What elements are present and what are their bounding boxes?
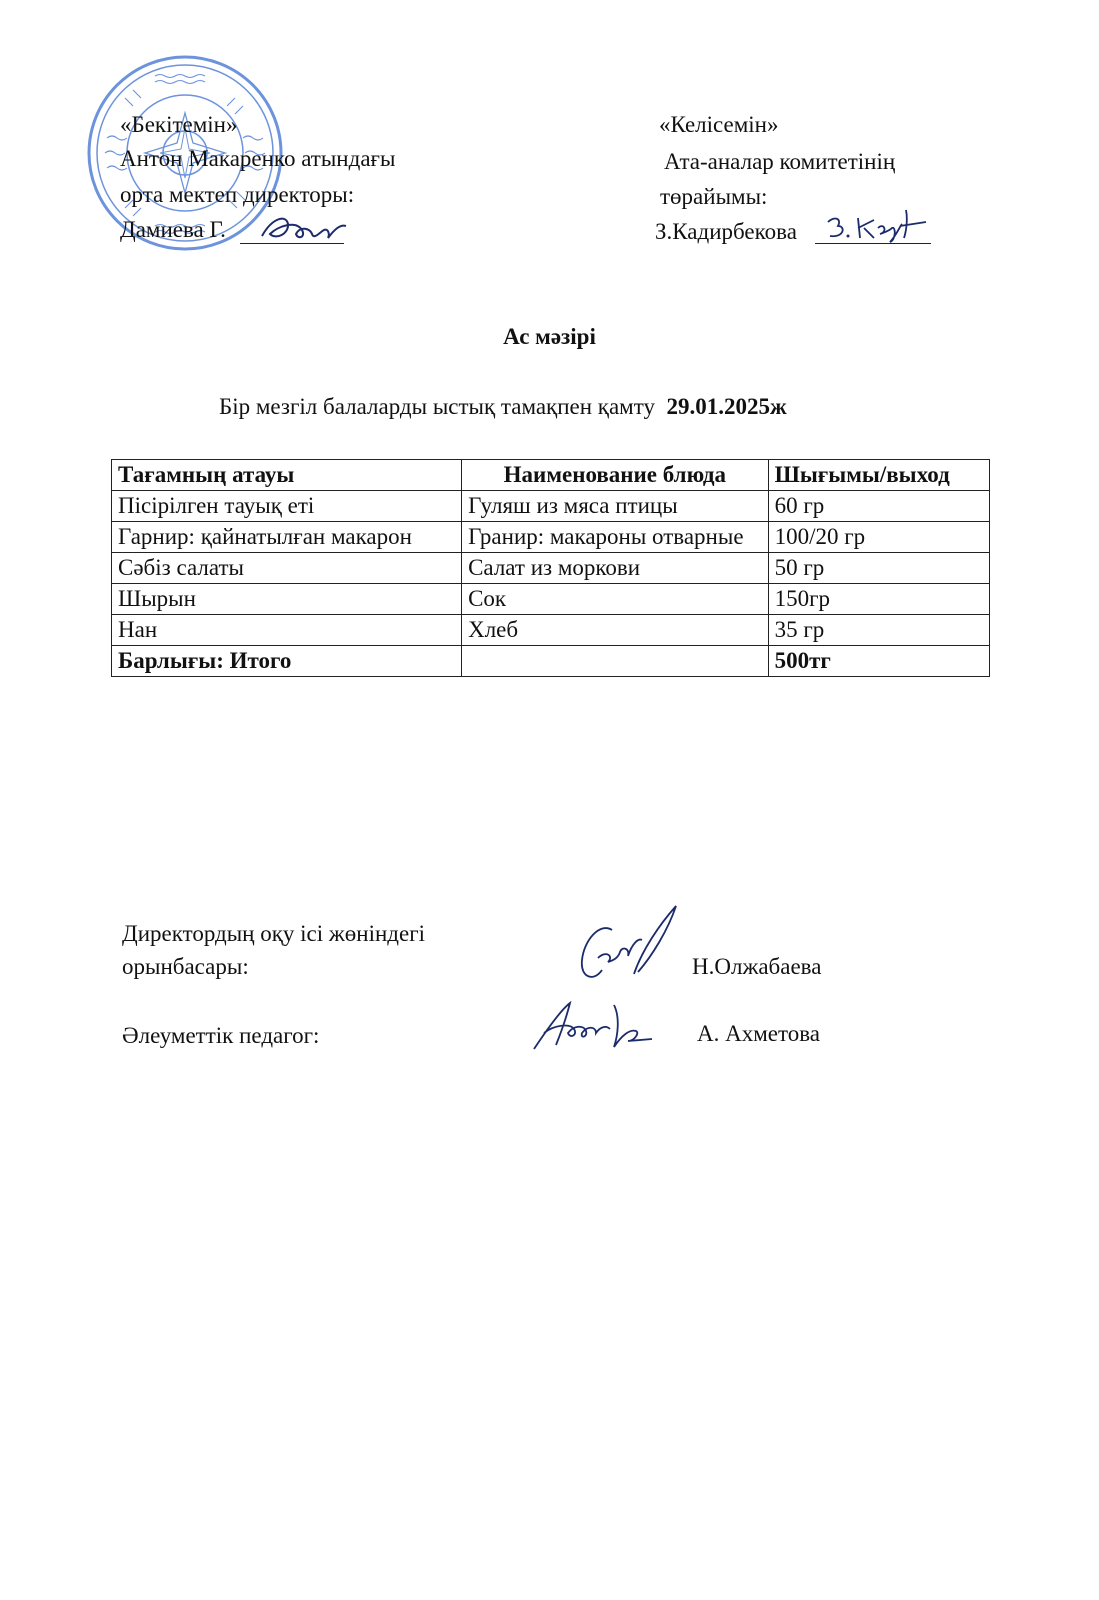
approve-line-2: орта мектеп директоры:: [120, 182, 355, 207]
deputy-name: Н.Олжабаева: [692, 954, 822, 979]
director-signature-icon: [258, 210, 350, 246]
header-russian-name: Наименование блюда: [462, 460, 769, 491]
menu-table: [111, 459, 990, 677]
dish-yield: 100/20 гр: [768, 522, 989, 553]
subtitle: [219, 392, 787, 422]
dish-ru: Салат из моркови: [462, 553, 769, 584]
dish-ru: Сок: [462, 584, 769, 615]
dish-yield: 150гр: [768, 584, 989, 615]
table-row: [112, 522, 990, 553]
table-row: [112, 615, 990, 646]
approve-line-1: Антон Макаренко атындағы: [120, 146, 396, 171]
social-pedagogue-name: А. Ахметова: [697, 1021, 820, 1046]
table-row: [112, 553, 990, 584]
dish-ru: Гуляш из мяса птицы: [462, 491, 769, 522]
approve-label: «Бекітемін»: [120, 112, 238, 137]
dish-yield: 35 гр: [768, 615, 989, 646]
committee-signature-icon: [822, 200, 932, 245]
dish-kz: Сәбіз салаты: [112, 553, 462, 584]
dish-kz: Нан: [112, 615, 462, 646]
dish-kz: Пісірілген тауық еті: [112, 491, 462, 522]
total-value: 500тг: [768, 646, 989, 677]
dish-kz: Шырын: [112, 584, 462, 615]
table-row: [112, 584, 990, 615]
agree-line-2: төрайымы:: [660, 184, 768, 209]
dish-yield: 50 гр: [768, 553, 989, 584]
approve-name: Дамиева Г.: [120, 217, 226, 242]
social-pedagogue-signature-icon: [530, 995, 655, 1055]
social-pedagogue-title: Әлеуметтік педагог:: [122, 1023, 320, 1048]
page-title: Ас мәзірі: [503, 324, 596, 349]
dish-yield: 60 гр: [768, 491, 989, 522]
table-row: [112, 491, 990, 522]
header-kazakh-name: Тағамның атауы: [112, 460, 462, 491]
table-total-row: [112, 646, 990, 677]
agree-label: «Келісемін»: [659, 112, 779, 137]
total-label: Барлығы: Итого: [112, 646, 462, 677]
agree-line-1: Ата-аналар комитетінің: [664, 149, 896, 174]
subtitle-date: 29.01.2025ж: [666, 394, 787, 419]
deputy-title-line-2: орынбасары:: [122, 954, 249, 979]
subtitle-text: Бір мезгіл балаларды ыстық тамақпен қамту: [219, 394, 655, 419]
table-header-row: [112, 460, 990, 491]
dish-ru: Хлеб: [462, 615, 769, 646]
dish-kz: Гарнир: қайнатылған макарон: [112, 522, 462, 553]
total-empty: [462, 646, 769, 677]
agree-name: З.Кадирбекова: [655, 219, 797, 244]
dish-ru: Гранир: макароны отварные: [462, 522, 769, 553]
deputy-title-line-1: Директордың оқу ісі жөніндегі: [122, 921, 426, 946]
deputy-signature-icon: [572, 900, 682, 988]
header-yield: Шығымы/выход: [768, 460, 989, 491]
